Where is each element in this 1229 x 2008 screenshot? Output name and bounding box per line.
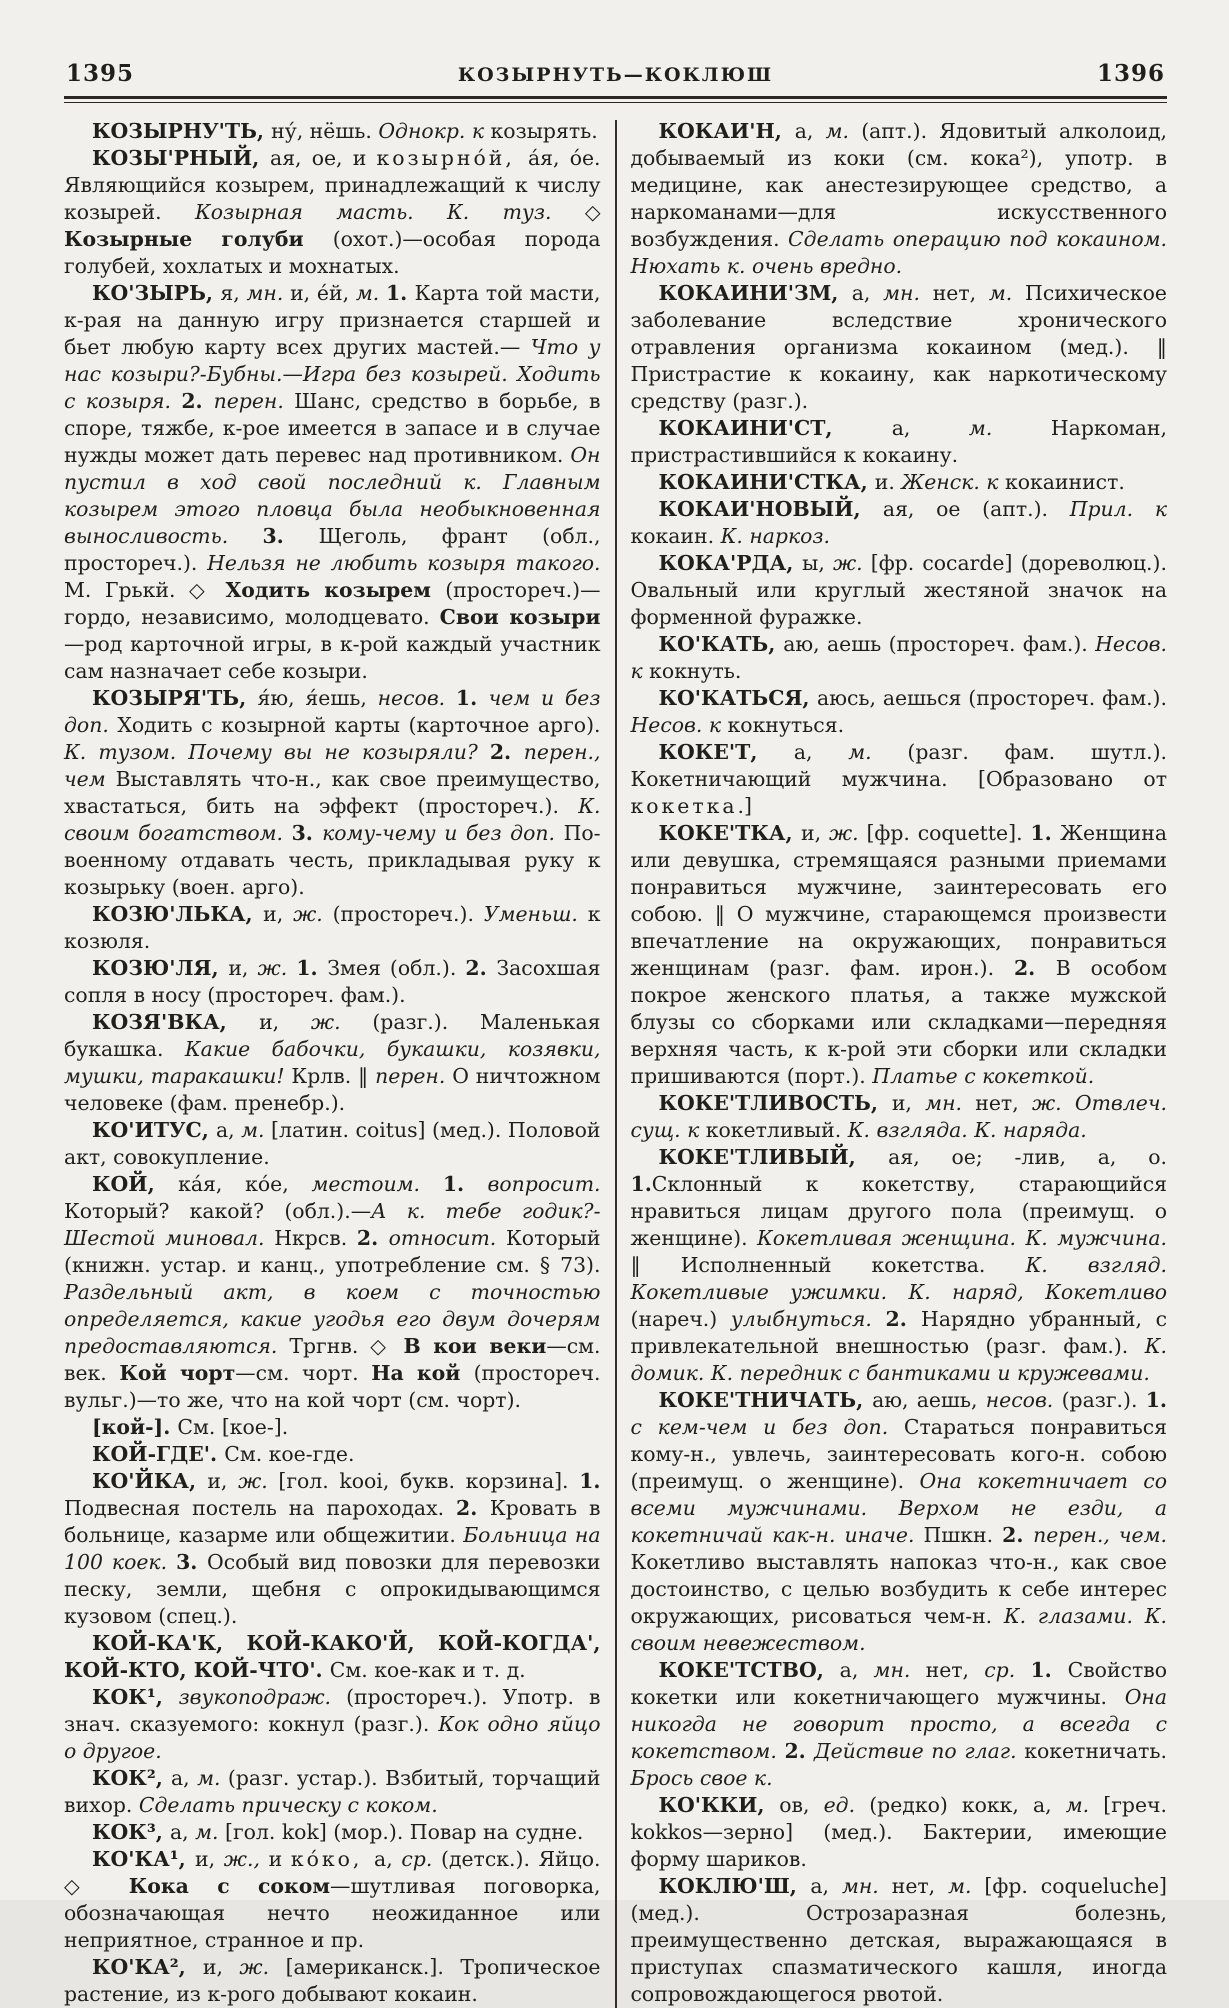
entry-text-italic: м.	[968, 416, 1051, 440]
entry-text-bold: 3.	[262, 524, 319, 548]
dictionary-entry	[631, 1792, 1168, 1873]
entry-text: а,	[170, 1766, 198, 1790]
dictionary-entry	[631, 685, 1168, 739]
entry-text: [латин. coitus] (мед.). Половой акт, совокупление.	[64, 1118, 601, 1169]
entry-text: О ничтожном человеке (фам. пренебр.).	[64, 1064, 601, 1115]
entry-text: Который (книжн. устар. и канц., употребление см. § 73).	[64, 1226, 601, 1277]
entry-text-italic: ср.	[984, 1658, 1031, 1682]
dictionary-entry	[631, 631, 1168, 685]
entry-text-bold: 1.	[1030, 821, 1061, 845]
dictionary-entry	[64, 1171, 601, 1414]
entry-text-italic: К. глазами. К. своим невежеством.	[630, 1604, 1167, 1655]
entry-text-bold: КОКАИ'НОВЫЙ,	[658, 497, 883, 521]
entry-text: —см. чорт.	[235, 1361, 372, 1385]
entry-text-italic: К. наркоз.	[720, 524, 831, 548]
entry-text-italic: Однокр. к	[378, 119, 491, 143]
entry-text: ну́, нёшь.	[271, 119, 379, 143]
entry-text: Карта той масти, к-рая на данную игру признается старшей и бьет любую карту всех других мастей.—	[64, 281, 601, 359]
entry-text-bold: 2.	[465, 956, 497, 980]
dictionary-entry	[64, 1684, 601, 1765]
entry-text: и,	[801, 821, 829, 845]
entry-text: а,	[810, 1874, 842, 1898]
entry-text: кокетничать.	[1024, 1739, 1167, 1763]
entry-text-italic: К. домик. К. передник с бантиками и кружевами.	[630, 1334, 1167, 1385]
entry-text-italic: Действие по глаг.	[814, 1739, 1025, 1763]
entry-text-bold: КОКА'РДА,	[658, 551, 803, 575]
dictionary-entry	[631, 820, 1168, 1090]
entry-text: (разг. фам. шутл.). Кокетничающий мужчина. [Образовано от	[630, 740, 1168, 791]
entry-text-italic: К. тузом. Почему вы не козыряли?	[64, 740, 490, 764]
dictionary-entry	[64, 1765, 601, 1819]
dictionary-entry	[631, 1144, 1168, 1387]
dictionary-entry	[631, 1387, 1168, 1657]
entry-text: По-военному отдавать честь, прикладывая руку к козырьку (воен. арго).	[64, 821, 601, 899]
entry-text: См. кое-как и т. д.	[329, 1658, 526, 1682]
entry-text: ая, ое, и	[270, 146, 377, 170]
entry-text: аюсь, аешься (простореч. фам.).	[817, 686, 1167, 710]
entry-text-italic: Несов. к	[630, 632, 1167, 683]
entry-text: [американск.]. Тропическое растение, из к-рого добывают кокаин.	[64, 1955, 601, 2006]
entry-text-bold: КОЗЮ'ЛЬКА,	[92, 902, 264, 926]
entry-text-bold: 1.	[296, 956, 328, 980]
entry-text: и.	[874, 470, 902, 494]
dictionary-entry	[631, 415, 1168, 469]
dictionary-entry	[64, 901, 601, 955]
entry-text: [фр. coqueluche] (мед.). Острозаразная болезнь, преимущественно детская, выражающаяся в приступах спазматического кашля, иногда сопровождающегося рвотой.	[630, 1874, 1167, 2006]
entry-text: —род карточной игры, в к-рой каждый участник сам назначает себе козыри.	[64, 632, 601, 683]
entry-text: Пшкн.	[923, 1523, 1003, 1547]
entry-text-bold: 3.	[176, 1550, 207, 1574]
entry-text-italic: Раздельный акт, в коем с точностью определяется, какие угодья его двум дочерям предоставляются.	[64, 1280, 601, 1358]
entry-text: а,	[891, 416, 969, 440]
entry-text-bold: КОКЕ'Т,	[658, 740, 794, 764]
dictionary-entry	[64, 1441, 601, 1468]
entry-text: нет,	[925, 1658, 985, 1682]
entry-text-bold: В кои веки	[403, 1334, 547, 1358]
entry-text: кокнуть.	[649, 659, 742, 683]
entry-text-bold: КОКЕ'ТСТВО,	[658, 1658, 840, 1682]
entry-text-italic: Брось свое к.	[630, 1766, 773, 1790]
header-rule	[64, 96, 1167, 103]
entry-text-italic: перен.	[213, 389, 295, 413]
entry-text-bold: Кока с соком	[128, 1874, 331, 1898]
entry-text-italic: ж.	[257, 956, 297, 980]
entry-text: козырять.	[490, 119, 598, 143]
entry-text-bold: 1.	[630, 1172, 652, 1196]
dictionary-entry	[64, 1846, 601, 1954]
entry-text: Стараться понравиться кому-н., увлечь, заинтересовать кого-н. собою (преимущ. о женщине).	[630, 1415, 1167, 1493]
entry-text: Психическое заболевание вследствие хронического отравления организма кокаином (мед.). ‖ Пристрастие к кокаину, как наркотическому средству (разг.).	[630, 281, 1167, 413]
dictionary-entry	[64, 280, 601, 685]
entry-text: (простореч.)—гордо, независимо, молодцевато.	[64, 578, 601, 629]
entry-text-italic: местоим.	[311, 1172, 443, 1196]
entry-text-bold: КО'КАТЬСЯ,	[658, 686, 818, 710]
dictionary-entry	[64, 1468, 601, 1630]
entry-text-bold: 2.	[885, 1307, 922, 1331]
entry-text-bold: КОКАИНИ'СТКА,	[658, 470, 875, 494]
entry-text: кокнуться.	[727, 713, 845, 737]
dictionary-entry	[64, 118, 601, 145]
entry-text-italic: Кокетливая женщина. К. мужчина.	[757, 1226, 1167, 1250]
entry-text-italic: вопросит.	[487, 1172, 601, 1196]
entry-text-bold: 1.	[455, 686, 489, 710]
entry-text: и,	[195, 1847, 224, 1871]
entry-text-italic: Несов. к	[630, 713, 728, 737]
dictionary-entry	[64, 145, 601, 280]
dictionary-entry	[64, 1117, 601, 1171]
entry-text: Нкрсв.	[274, 1226, 357, 1250]
dictionary-entry	[64, 685, 601, 901]
entry-text-italic: перен., чем.	[1033, 1523, 1168, 1547]
entry-text-italic: К. взгляда. К. наряда.	[847, 1118, 1087, 1142]
page-number-right: 1396	[1096, 60, 1165, 87]
entry-text-bold: 2.	[784, 1739, 815, 1763]
entry-text-bold: Свои козыри	[439, 605, 601, 629]
entry-text: а,	[851, 281, 884, 305]
entry-text: к козюля.	[64, 902, 601, 953]
entry-text: я,	[220, 281, 247, 305]
dictionary-entry	[64, 1414, 601, 1441]
entry-text-bold: КОЗЮ'ЛЯ,	[92, 956, 229, 980]
entry-text: Подвесная постель на пароходах.	[64, 1496, 457, 1520]
entry-text-italic: несов.	[377, 686, 456, 710]
entry-text-bold: КОКЕ'ТЛИВОСТЬ,	[658, 1091, 892, 1115]
entry-text: ◇	[584, 200, 601, 224]
entry-text-italic: Кок одно яйцо о другое.	[64, 1712, 601, 1763]
entry-text-italic: м.	[848, 740, 908, 764]
entry-text-bold: 2.	[356, 1226, 389, 1250]
entry-text: —см. век.	[64, 1334, 601, 1385]
entry-text-italic: чем и без доп.	[64, 686, 601, 737]
entry-text-italic: Он пустил в ход свой последний к. Главным козырем этого пловца была необыкновенная выносливость.	[64, 443, 601, 548]
entry-text: (разг.).	[1061, 1388, 1146, 1412]
entry-text: (детск.). Яйцо. ◇	[64, 1847, 601, 1898]
entry-text-bold: 1.	[1030, 1658, 1068, 1682]
dictionary-entry	[631, 550, 1168, 631]
dictionary-entry	[64, 1819, 601, 1846]
entry-text-italic: Сделать операцию под кокаином. Нюхать к. очень вредно.	[630, 227, 1167, 278]
entry-text-bold: КОЗЯ'ВКА,	[92, 1010, 260, 1034]
entry-text-bold: КОК²,	[92, 1766, 171, 1790]
entry-text: Выставлять что-н., как свое преимущество, хвастаться, бить на эффект (простореч.).	[64, 767, 601, 818]
dictionary-entry	[631, 1873, 1168, 2008]
entry-text-italic: перен.	[375, 1064, 453, 1088]
entry-text: Змея (обл.).	[327, 956, 466, 980]
entry-text-italic: ж.	[293, 902, 333, 926]
entry-text: а,	[839, 1658, 874, 1682]
entry-text: [гол. kooi, букв. корзина].	[278, 1469, 580, 1493]
entry-text: а,	[374, 1847, 402, 1871]
entry-text-italic: Какие бабочки, букашки, козявки, мушки, таракашки!	[64, 1037, 601, 1088]
entry-text: См. кое-где.	[224, 1442, 355, 1466]
entry-text: (охот.)—особая порода голубей, хохлатых и мохнатых.	[64, 227, 601, 278]
dictionary-entry	[631, 118, 1168, 280]
entry-text: нет,	[891, 1874, 949, 1898]
entry-text: и,	[202, 1955, 240, 1979]
entry-text-bold: 1.	[1145, 1388, 1168, 1412]
entry-text-bold: КОК¹,	[92, 1685, 179, 1709]
entry-text: Свойство кокетки или кокетничающего мужчины.	[630, 1658, 1167, 1709]
entry-text: Женщина или девушка, стремящаяся разными приемами понравиться мужчине, заинтересовать его собою. ‖ О мужчине, старающемся произвести впечатление на окружающих, понравиться женщинам (разг. фам. ирон.).	[630, 821, 1167, 980]
entry-text-italic: м.	[241, 1118, 272, 1142]
entry-text: [гол. kok] (мор.). Повар на судне.	[225, 1820, 584, 1844]
entry-text-bold: КО'КАТЬ,	[658, 632, 784, 656]
entry-text-italic: ж.	[832, 551, 871, 575]
entry-text-italic: К. взгляд. Кокетливые ужимки. К. наряд, Кокетливо	[630, 1253, 1167, 1304]
entry-text-italic: Сделать прическу с коком.	[138, 1793, 438, 1817]
entry-text-bold: КОКЕ'ТЛИВЫЙ,	[658, 1145, 889, 1169]
entry-text-bold: КОЗЫ'РНЫЙ,	[92, 146, 271, 170]
entry-text-italic: относит.	[388, 1226, 507, 1250]
entry-text-bold: Кой чорт	[119, 1361, 236, 1385]
entry-text-bold: КО'КА¹,	[92, 1847, 196, 1871]
entry-text-bold: КОЙ-ГДЕ'.	[92, 1442, 225, 1466]
entry-text: аю, аешь (простореч. фам.).	[783, 632, 1096, 656]
entry-text-bold: КОЙ,	[92, 1172, 179, 1196]
entry-text-bold: КОКАИ'Н,	[658, 119, 795, 143]
entry-text: ов,	[779, 1793, 824, 1817]
entry-text-italic: перен., чем	[64, 740, 601, 791]
entry-text: (простореч. вульг.)—то же, что на кой чорт (см. чорт).	[64, 1361, 601, 1412]
dictionary-entry	[631, 1090, 1168, 1144]
entry-text: (апт.). Ядовитый алколоид, добываемый из коки (см. кока²), употр. в медицине, как анестезирующее средство, а наркоманами—для искусственного возбуждения.	[630, 119, 1167, 251]
entry-text: Засохшая сопля в носу (простореч. фам.).	[64, 956, 601, 1007]
entry-text: Щеголь, франт (обл., простореч.).	[64, 524, 601, 575]
entry-text: нет,	[975, 1091, 1032, 1115]
entry-text: М. Грькй. ◇	[64, 578, 226, 602]
entry-text-italic: мн.	[873, 1658, 926, 1682]
entry-text-italic: ж.,	[223, 1847, 269, 1871]
entry-text-bold: 2.	[181, 389, 214, 413]
entry-text-italic: Нельзя не любить козыря такого.	[207, 551, 601, 575]
left-column	[64, 118, 601, 2008]
entry-text-italic: м.	[988, 281, 1026, 305]
entry-text-bold: КО'ИТУС,	[92, 1118, 216, 1142]
entry-text-bold: [кой-].	[92, 1415, 178, 1439]
entry-text: Кровать в больнице, казарме или общежитии.	[64, 1496, 601, 1547]
entry-text-italic: ж. Отвлеч. сущ. к	[630, 1091, 1168, 1142]
column-divider	[615, 120, 617, 2008]
entry-text: и,	[207, 1469, 239, 1493]
entry-text-bold: 3.	[291, 821, 323, 845]
entry-text: См. [кое-].	[177, 1415, 289, 1439]
entry-text-italic: улыбнуться.	[730, 1307, 886, 1331]
entry-text-bold: КО'ЗЫРЬ,	[92, 281, 221, 305]
entry-text: кокаин.	[630, 524, 721, 548]
page-number-left: 1395	[66, 60, 135, 87]
entry-text: ая, ое; -лив, а, о.	[888, 1145, 1167, 1169]
entry-text-bold: КОКЕ'ТНИЧАТЬ,	[658, 1388, 873, 1412]
entry-text: ая, ое (апт.).	[882, 497, 1070, 521]
entry-text: я́ю, я́ешь,	[257, 686, 378, 710]
page-header	[64, 60, 1167, 87]
entry-text: а́я, о́е. Являющийся козырем, принадлежащий к числу козырей.	[64, 146, 601, 224]
entry-text: ы,	[802, 551, 833, 575]
entry-text: [фр. coquette].	[866, 821, 1031, 845]
entry-text: и,	[228, 956, 258, 980]
entry-text-italic: ж.	[828, 821, 867, 845]
entry-text-italic: мн.	[925, 1091, 976, 1115]
entry-text: нет,	[932, 281, 989, 305]
entry-text-italic: Она кокетничает со всеми мужчинами. Верхом не езди, а кокетничай как-н. иначе.	[630, 1469, 1167, 1547]
right-column	[631, 118, 1168, 2008]
entry-text-italic: Прил. к	[1069, 497, 1167, 521]
entry-text-bold: КОЗЫРЯ'ТЬ,	[92, 686, 258, 710]
entry-text-bold: 1.	[442, 1172, 488, 1196]
entry-text-bold: 2.	[489, 740, 524, 764]
entry-text-bold: КОЙ-КА'К, КОЙ-КАКО'Й, КОЙ-КОГДА', КОЙ-КТО, КОЙ-ЧТО'.	[64, 1631, 601, 1682]
entry-text: и,	[263, 902, 294, 926]
entry-text-bold: На кой	[371, 1361, 474, 1385]
entry-text: ‖ Исполненный кокетства.	[630, 1253, 1026, 1277]
entry-text-italic: м.	[355, 281, 386, 305]
entry-text-bold: КО'ККИ,	[658, 1793, 780, 1817]
dictionary-entry	[64, 955, 601, 1009]
entry-text: кокетливый.	[705, 1118, 848, 1142]
entry-text: козырно́й,	[376, 146, 529, 170]
dictionary-entry	[631, 739, 1168, 820]
entry-text: Нарядно убранный, с привлекательной внешностью (разг. фам.).	[630, 1307, 1167, 1358]
entry-text-italic: ж.	[238, 1469, 279, 1493]
entry-text-italic: А к. тебе годик?-Шестой миновал.	[64, 1199, 601, 1250]
entry-text-italic: кому-чему и без доп.	[322, 821, 564, 845]
entry-text-bold: 1.	[579, 1469, 601, 1493]
entry-text-bold: КОК³,	[92, 1820, 170, 1844]
entry-text: Склонный к кокетству, старающийся нравиться лицам другого пола (преимущ. о женщине).	[630, 1172, 1167, 1250]
entry-text: Который? какой? (обл.).—	[64, 1199, 372, 1223]
entry-text: кокаинист.	[1004, 470, 1125, 494]
dictionary-entry	[631, 1657, 1168, 1792]
dictionary-entry	[631, 280, 1168, 415]
entry-text: а,	[170, 1820, 196, 1844]
entry-text-bold: 1.	[385, 281, 415, 305]
entry-text-italic: с кем-чем и без доп.	[630, 1415, 904, 1439]
entry-text-bold: КОКАИНИ'ЗМ,	[658, 281, 852, 305]
entry-text-bold: КОКАИНИ'СТ,	[658, 416, 892, 440]
entry-text: Крлв. ‖	[291, 1064, 376, 1088]
entry-text-italic: К. своим богатством.	[64, 794, 601, 845]
running-head: КОЗЫРНУТЬ—КОКЛЮШ	[457, 64, 774, 86]
entry-text: аю, аешь,	[872, 1388, 986, 1412]
entry-text-italic: м.	[948, 1874, 985, 1898]
entry-text: а,	[793, 740, 849, 764]
entry-text-bold: 2.	[456, 1496, 490, 1520]
entry-text-italic: м.	[1065, 1793, 1104, 1817]
entry-text-bold: КОКЕ'ТКА,	[658, 821, 802, 845]
entry-text-italic: Платье с кокеткой.	[872, 1064, 1095, 1088]
entry-text-italic: Козырная масть. К. туз.	[194, 200, 585, 224]
entry-text: —шутливая поговорка, обозначающая нечто неожиданное или неприятное, странное и пр.	[64, 1874, 601, 1952]
entry-text: В особом покрое женского платья, а также мужской блузы со сборками или складками—передняя верхняя часть, к к-рой эти сборки или складки пришиваются (порт.).	[630, 956, 1168, 1088]
entry-text: (редко) кокк, а,	[869, 1793, 1066, 1817]
entry-text: Ходить с козырной карты (карточное арго).	[117, 713, 601, 737]
dictionary-entry	[631, 496, 1168, 550]
entry-text: [греч. kokkos—зерно] (мед.). Бактерии, имеющие форму шариков.	[630, 1793, 1167, 1871]
entry-text-italic: звукоподраж.	[178, 1685, 347, 1709]
entry-text-italic: Что у нас козыри?-Бубны.—Игра без козырей. Ходить с козыря.	[64, 335, 601, 413]
dictionary-entry	[64, 1009, 601, 1117]
entry-text-bold: КО'КА²,	[92, 1955, 203, 1979]
entry-text: (разг. устар.). Взбитый, торчащий вихор.	[64, 1766, 601, 1817]
entry-text: .]	[737, 794, 752, 818]
entry-text: Тргнв. ◇	[289, 1334, 404, 1358]
entry-text-italic: ср.	[401, 1847, 441, 1871]
text-columns	[64, 118, 1167, 2008]
entry-text: ко́ко,	[290, 1847, 375, 1871]
entry-text-italic: Больница на 100 коек.	[64, 1523, 601, 1574]
entry-text-bold: 2.	[1013, 956, 1056, 980]
entry-text: (простореч.). Употр. в знач. сказуемого: кокнул (разг.).	[64, 1685, 601, 1736]
entry-text-italic: м.	[825, 119, 862, 143]
entry-text: [фр. cocarde] (дореволюц.). Овальный или круглый жестяной значок на форменной фуражке.	[630, 551, 1167, 629]
entry-text: и, е́й,	[290, 281, 356, 305]
entry-text: ка́я, ко́е,	[178, 1172, 312, 1196]
entry-text: и,	[259, 1010, 311, 1034]
entry-text-italic: несов.	[985, 1388, 1062, 1412]
entry-text-bold: КО'ЙКА,	[92, 1469, 208, 1493]
entry-text: (разг.). Маленькая букашка.	[64, 1010, 601, 1061]
entry-text: а,	[794, 119, 826, 143]
entry-text-italic: мн.	[841, 1874, 892, 1898]
entry-text-italic: Уменьш.	[483, 902, 588, 926]
entry-text-italic: ж.	[239, 1955, 286, 1979]
entry-text-bold: КОЗЫРНУ'ТЬ,	[92, 119, 272, 143]
entry-text: (нареч.)	[630, 1307, 731, 1331]
entry-text-italic: мн.	[883, 281, 933, 305]
entry-text-bold: КОКЛЮ'Ш,	[658, 1874, 811, 1898]
entry-text: Особый вид повозки для перевозки песку, земли, щебня с опрокидывающимся кузовом (спец.).	[64, 1550, 601, 1628]
entry-text: кокетка	[630, 794, 738, 818]
entry-text-italic: ж.	[310, 1010, 373, 1034]
entry-text-italic: Она никогда не говорит просто, а всегда с кокетством.	[630, 1685, 1167, 1763]
dictionary-entry	[631, 469, 1168, 496]
entry-text-italic: ед.	[823, 1793, 870, 1817]
entry-text: и	[268, 1847, 291, 1871]
entry-text: и,	[891, 1091, 926, 1115]
entry-text-italic: м.	[195, 1820, 225, 1844]
dictionary-entry	[64, 1954, 601, 2008]
entry-text: Кокетливо выставлять напоказ что-н., как свое достоинство, с целью возбудить к себе интерес окружающих, рисоваться чем-н.	[630, 1550, 1167, 1628]
entry-text-bold: 2.	[1002, 1523, 1034, 1547]
entry-text-italic: м.	[197, 1766, 228, 1790]
entry-text: Шанс, средство в борьбе, в споре, тяжбе, к-рое имеется в запасе и в случае нужды может дать перевес над противником.	[64, 389, 601, 467]
entry-text: а,	[216, 1118, 242, 1142]
entry-text-italic: Женск. к	[901, 470, 1005, 494]
dictionary-entry	[64, 1630, 601, 1684]
entry-text-bold: Ходить козырем	[225, 578, 446, 602]
entry-text: (простореч.).	[332, 902, 484, 926]
entry-text-italic: мн.	[246, 281, 291, 305]
entry-text-bold: Козырные голуби	[64, 227, 333, 251]
entry-text: Наркоман, пристрастившийся к кокаину.	[630, 416, 1167, 467]
